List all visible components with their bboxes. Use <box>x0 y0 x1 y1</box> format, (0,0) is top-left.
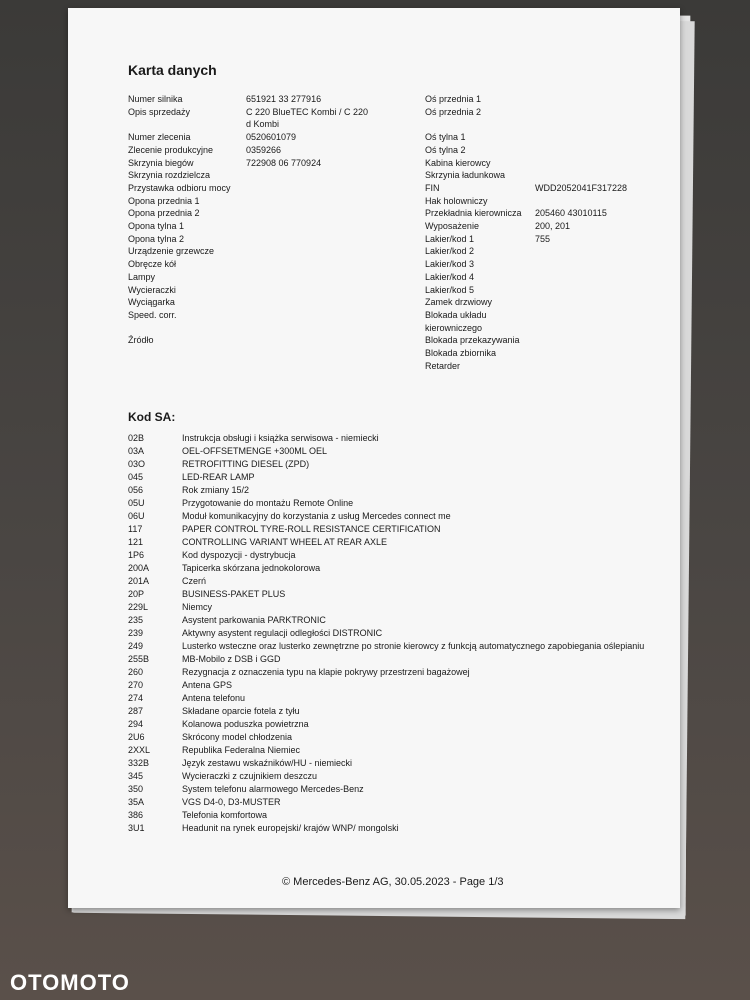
sa-description: Tapicerka skórzana jednokolorowa <box>182 563 321 573</box>
field-label: Opona przednia 2 <box>128 208 200 219</box>
sa-description: RETROFITTING DIESEL (ZPD) <box>182 459 310 469</box>
field-label: Lakier/kod 4 <box>425 271 475 282</box>
field-label: kierowniczego <box>425 322 483 333</box>
field-value: C 220 BlueTEC Kombi / C 220 <box>246 106 369 117</box>
sa-code: 05U <box>128 498 145 508</box>
sa-code: 117 <box>128 524 143 534</box>
field-label: Lakier/kod 5 <box>425 284 475 295</box>
field-label: FIN <box>425 182 440 193</box>
field-value: 722908 06 770924 <box>246 157 322 168</box>
field-label: Wyciągarka <box>128 297 175 308</box>
sa-description: Niemcy <box>182 602 213 612</box>
field-label: Przekładnia kierownicza <box>425 208 522 219</box>
sa-code: 056 <box>128 485 144 495</box>
field-label: Numer zlecenia <box>128 132 191 143</box>
field-label: Przystawka odbioru mocy <box>128 182 231 193</box>
sa-description: Czerń <box>182 576 207 586</box>
sa-code: 03A <box>128 446 145 456</box>
field-label: Speed. corr. <box>128 309 177 320</box>
field-label: Źródło <box>128 335 154 346</box>
field-label: Oś przednia 1 <box>425 94 482 104</box>
sa-code: 229L <box>128 602 149 612</box>
sa-description: Headunit na rynek europejski/ krajów WNP/ mongolski <box>182 823 399 833</box>
field-label: Blokada zbiornika <box>425 348 497 358</box>
field-label: Opona tylna 2 <box>128 233 185 244</box>
field-value: 205460 43010115 <box>535 208 607 219</box>
field-label: Obręcze kół <box>128 259 177 270</box>
field-value: 0520601079 <box>246 132 297 143</box>
field-label: Wycieraczki <box>128 284 176 295</box>
sa-code: 35A <box>128 797 145 807</box>
sa-description: Rezygnacja z oznaczenia typu na klapie pokrywy przestrzeni bagażowej <box>182 667 470 677</box>
document-title: Karta danych <box>128 62 217 78</box>
sa-description: System telefonu alarmowego Mercedes-Benz <box>182 784 364 794</box>
field-label: Oś tylna 2 <box>425 144 466 155</box>
field-value: 651921 33 277916 <box>246 94 322 104</box>
field-label: Zamek drzwiowy <box>425 297 493 308</box>
field-label: Urządzenie grzewcze <box>128 246 215 257</box>
field-label: Hak holowniczy <box>425 195 488 206</box>
sa-description: Język zestawu wskaźników/HU - niemiecki <box>182 758 353 768</box>
sa-code: 274 <box>128 693 144 703</box>
sa-code: 294 <box>128 719 144 729</box>
sa-code: 03O <box>128 459 146 469</box>
sa-code: 287 <box>128 706 144 716</box>
field-label: Oś przednia 2 <box>425 106 482 117</box>
sa-description: Przygotowanie do montażu Remote Online <box>182 498 354 508</box>
sa-code: 1P6 <box>128 550 145 560</box>
sa-code: 02B <box>128 433 145 443</box>
data-sheet <box>68 8 680 908</box>
sa-description: Moduł komunikacyjny do korzystania z usług Mercedes connect me <box>182 511 451 521</box>
sa-code: 270 <box>128 680 144 690</box>
field-label: Lampy <box>128 271 156 282</box>
field-label: Blokada przekazywania <box>425 335 520 346</box>
sa-description: Składane oparcie fotela z tyłu <box>182 706 300 716</box>
field-label: Lakier/kod 2 <box>425 246 475 257</box>
sa-description: CONTROLLING VARIANT WHEEL AT REAR AXLE <box>182 537 388 547</box>
otomoto-watermark: OTOMOTO <box>10 970 130 995</box>
field-label: Skrzynia ładunkowa <box>425 170 506 181</box>
sa-description: Asystent parkowania PARKTRONIC <box>182 615 326 625</box>
sa-code: 255B <box>128 654 150 664</box>
sa-description: LED-REAR LAMP <box>182 472 255 482</box>
sa-code: 2XXL <box>128 745 151 755</box>
field-label: Numer silnika <box>128 94 183 104</box>
sa-description: VGS D4-0, D3-MUSTER <box>182 797 281 807</box>
sa-description: Aktywny asystent regulacji odległości DISTRONIC <box>182 628 383 638</box>
field-value: 200, 201 <box>535 221 571 231</box>
field-label: Lakier/kod 1 <box>425 233 475 244</box>
sa-description: Instrukcja obsługi i książka serwisowa - niemiecki <box>182 433 379 443</box>
field-label: Kabina kierowcy <box>425 157 491 168</box>
sa-description: BUSINESS-PAKET PLUS <box>182 589 286 599</box>
field-label: Skrzynia rozdzielcza <box>128 170 211 181</box>
sa-description: MB-Mobilo z DSB i GGD <box>182 654 281 664</box>
sa-code: 2U6 <box>128 732 145 742</box>
field-value: WDD2052041F317228 <box>535 182 628 193</box>
sa-code: 350 <box>128 784 144 794</box>
field-label: Zlecenie produkcyjne <box>128 144 214 155</box>
sa-code: 260 <box>128 667 144 677</box>
sa-description: Republika Federalna Niemiec <box>182 745 301 755</box>
field-label: Blokada układu <box>425 309 487 320</box>
field-label: Skrzynia biegów <box>128 157 194 168</box>
sa-code: 06U <box>128 511 145 521</box>
sa-code: 386 <box>128 810 144 820</box>
sa-description: Telefonia komfortowa <box>182 810 268 820</box>
field-label: Oś tylna 1 <box>425 132 466 143</box>
sa-description: PAPER CONTROL TYRE-ROLL RESISTANCE CERTIFICATION <box>182 524 441 534</box>
field-value: 0359266 <box>246 144 282 155</box>
field-value: d Kombi <box>246 119 280 130</box>
field-label: Lakier/kod 3 <box>425 259 475 270</box>
sa-code: 3U1 <box>128 823 145 833</box>
sa-description: Antena telefonu <box>182 693 246 703</box>
field-label: Opona tylna 1 <box>128 221 185 231</box>
sa-code: 121 <box>128 537 144 547</box>
sa-description: Kolanowa poduszka powietrzna <box>182 719 309 729</box>
sa-code: 201A <box>128 576 150 586</box>
sa-description: Rok zmiany 15/2 <box>182 485 250 495</box>
page-footer: © Mercedes-Benz AG, 30.05.2023 - Page 1/3 <box>282 876 504 888</box>
field-label: Retarder <box>425 360 461 371</box>
sa-code: 235 <box>128 615 144 625</box>
sa-code: 20P <box>128 589 145 599</box>
sa-description: OEL-OFFSETMENGE +300ML OEL <box>182 446 327 456</box>
sa-code: 332B <box>128 758 150 768</box>
sa-description: Lusterko wsteczne oraz lusterko zewnętrzne po stronie kierowcy z funkcją automatycznego zapobiegania oślepianiu <box>182 641 645 651</box>
sa-section-title: Kod SA: <box>128 410 176 424</box>
sa-description: Wycieraczki z czujnikiem deszczu <box>182 771 317 781</box>
sa-description: Antena GPS <box>182 680 233 690</box>
field-value: 755 <box>535 233 551 244</box>
sa-code: 045 <box>128 472 144 482</box>
sa-code: 200A <box>128 563 150 573</box>
sa-description: Kod dyspozycji - dystrybucja <box>182 550 296 560</box>
field-label: Wyposażenie <box>425 221 479 231</box>
sa-code: 239 <box>128 628 144 638</box>
sa-code: 249 <box>128 641 144 651</box>
field-label: Opona przednia 1 <box>128 195 200 206</box>
field-label: Opis sprzedaży <box>128 106 191 117</box>
sa-code: 345 <box>128 771 144 781</box>
sa-description: Skrócony model chłodzenia <box>182 732 293 742</box>
